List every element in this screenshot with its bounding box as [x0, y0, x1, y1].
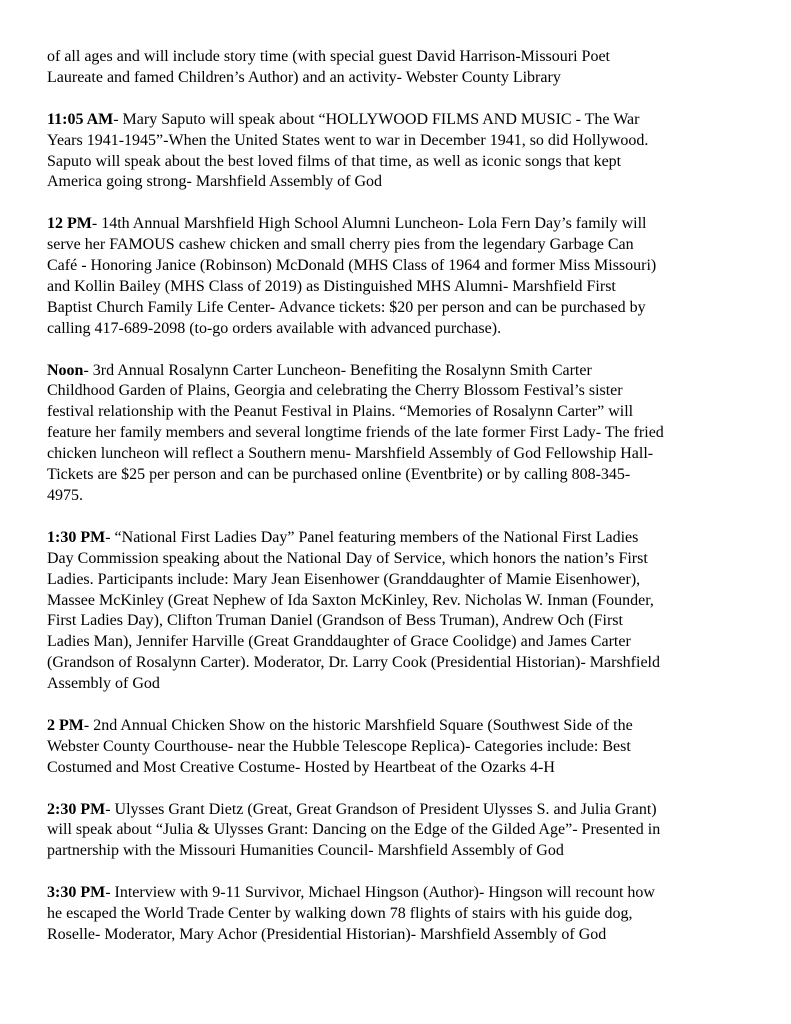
paragraph-first-ladies-panel	[47, 528, 757, 695]
paragraph-alumni-luncheon	[47, 214, 757, 339]
event-time: 2:30 PM	[47, 800, 106, 818]
event-time: 2 PM	[47, 716, 84, 734]
paragraph-hingson-interview	[47, 883, 757, 946]
event-description: - 2nd Annual Chicken Show on the historic Marshfield Square (Southwest Side of the Webster County Courthouse- near the Hubble Telescope Replica)- Categories include: Best Costumed and Most Creative Costume- Hosted by Heartbeat of the Ozarks 4-H	[47, 716, 633, 776]
event-time: 12 PM	[47, 215, 92, 233]
event-time: 11:05 AM	[47, 110, 114, 128]
paragraph-chicken-show	[47, 716, 757, 779]
event-description: - 3rd Annual Rosalynn Carter Luncheon- Benefiting the Rosalynn Smith Carter Childhood Garden of Plains, Georgia and celebrating the Cherry Blossom Festival’s sister festival relationship with the Peanut Festival in Plains. “Memories of Rosalynn Carter” will feature her family members and several longtime friends of the late former First Lady- The fried chicken luncheon will reflect a Southern menu- Marshfield Assembly of God Fellowship Hall- Tickets are $25 per person and can be purchased online (Eventbrite) or by calling 808-345- 4975.	[47, 361, 664, 504]
event-description: - Mary Saputo will speak about “HOLLYWOOD FILMS AND MUSIC - The War Years 1941-1945”-When the United States went to war in December 1941, so did Hollywood. Saputo will speak about the best loved films of that time, as well as iconic songs that kept America going strong- Marshfield Assembly of God	[47, 110, 649, 191]
event-description: - Ulysses Grant Dietz (Great, Great Grandson of President Ulysses S. and Julia Grant) will speak about “Julia & Ulysses Grant: Dancing on the Edge of the Gilded Age”- Presented in partnership with the Missouri Humanities Council- Marshfield Assembly of God	[47, 800, 661, 860]
paragraph-story-time	[47, 47, 757, 89]
event-time: 1:30 PM	[47, 528, 106, 546]
event-time: Noon	[47, 361, 84, 379]
event-time: 3:30 PM	[47, 884, 106, 902]
paragraph-rosalynn-carter-luncheon	[47, 361, 757, 507]
event-description: - Interview with 9-11 Survivor, Michael Hingson (Author)- Hingson will recount how he escaped the World Trade Center by walking down 78 flights of stairs with his guide dog, Roselle- Moderator, Mary Achor (Presidential Historian)- Marshfield Assembly of God	[47, 884, 655, 943]
paragraph-hollywood-films	[47, 110, 757, 194]
event-description: of all ages and will include story time (with special guest David Harrison-Missouri Poet Laureate and famed Children’s Author) and an activity- Webster County Library	[47, 48, 610, 86]
event-description: - “National First Ladies Day” Panel featuring members of the National First Ladies Day Commission speaking about the National Day of Service, which honors the nation’s First Ladies. Participants include: Mary Jean Eisenhower (Granddaughter of Mamie Eisenhower), Massee McKinley (Great Nephew of Ida Saxton McKinley, Rev. Nicholas W. Inman (Founder, First Ladies Day), Clifton Truman Daniel (Grandson of Bess Truman), Andrew Och (First Ladies Man), Jennifer Harville (Great Granddaughter of Grace Coolidge) and James Carter (Grandson of Rosalynn Carter). Moderator, Dr. Larry Cook (Presidential Historian)- Marshfield Assembly of God	[47, 528, 660, 693]
event-description: - 14th Annual Marshfield High School Alumni Luncheon- Lola Fern Day’s family will serve her FAMOUS cashew chicken and small cherry pies from the legendary Garbage Can Café - Honoring Janice (Robinson) McDonald (MHS Class of 1964 and former Miss Missouri) and Kollin Bailey (MHS Class of 2019) as Distinguished MHS Alumni- Marshfield First Baptist Church Family Life Center- Advance tickets: $20 per person and can be purchased by calling 417-689-2098 (to-go orders available with advanced purchase).	[47, 215, 657, 337]
paragraph-grant-dietz	[47, 800, 757, 863]
document-page	[47, 47, 757, 967]
